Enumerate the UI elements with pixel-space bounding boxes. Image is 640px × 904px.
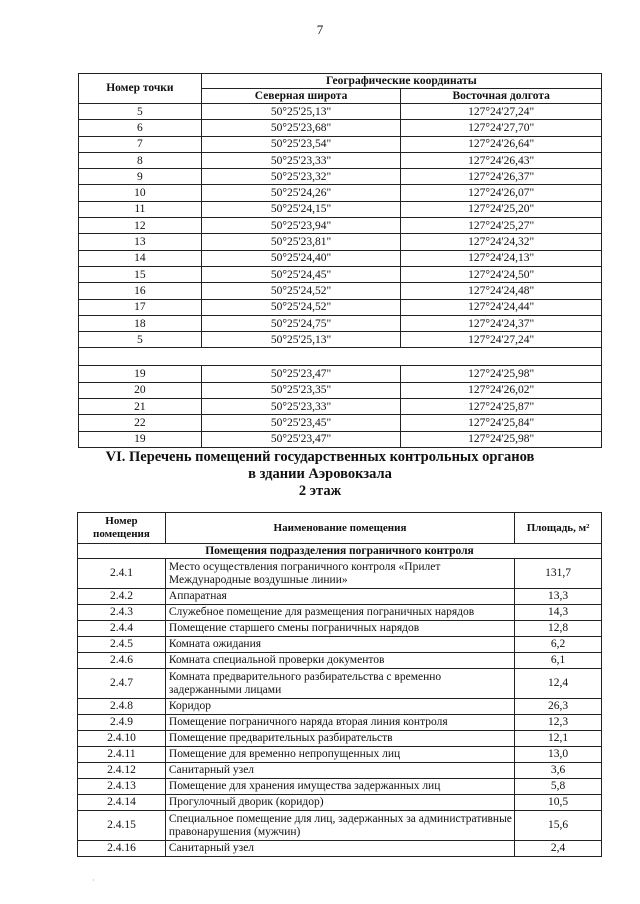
longitude-cell: 127°24'25,27" — [401, 218, 602, 234]
room-name-cell: Служебное помещение для размещения пограничных нарядов — [165, 605, 514, 621]
table-row — [78, 699, 602, 715]
table-row — [79, 136, 602, 152]
table-row — [79, 201, 602, 217]
col-header-lon: Восточная долгота — [401, 89, 602, 104]
longitude-cell: 127°24'27,24" — [401, 104, 602, 120]
room-area-cell: 14,3 — [515, 605, 602, 621]
room-number-cell: 2.4.1 — [78, 559, 166, 589]
room-area-cell: 13,0 — [515, 747, 602, 763]
table-row — [78, 779, 602, 795]
point-number-cell: 5 — [79, 332, 202, 348]
longitude-cell: 127°24'26,43" — [401, 152, 602, 168]
table-row — [79, 382, 602, 398]
page-number: 7 — [316, 22, 324, 37]
table-row — [78, 559, 602, 589]
latitude-cell: 50°25'23,54" — [201, 136, 401, 152]
rooms-table — [77, 512, 602, 857]
coordinates-table — [78, 73, 602, 448]
room-name-cell: Помещение старшего смены пограничных нарядов — [165, 621, 514, 637]
room-name-cell: Комната ожидания — [165, 637, 514, 653]
section-title — [0, 449, 640, 500]
longitude-cell: 127°24'24,32" — [401, 234, 602, 250]
longitude-cell: 127°24'25,84" — [401, 415, 602, 431]
room-area-cell: 6,2 — [515, 637, 602, 653]
table-row — [79, 250, 602, 266]
section-title-line: 2 этаж — [298, 483, 342, 499]
room-number-cell: 2.4.6 — [78, 653, 166, 669]
point-number-cell: 7 — [79, 136, 202, 152]
point-number-cell: 18 — [79, 315, 202, 331]
room-number-cell: 2.4.4 — [78, 621, 166, 637]
table-row — [78, 731, 602, 747]
latitude-cell: 50°25'24,40" — [201, 250, 401, 266]
table-row — [78, 747, 602, 763]
table-row — [79, 283, 602, 299]
room-number-cell: 2.4.5 — [78, 637, 166, 653]
longitude-cell: 127°24'25,98" — [401, 366, 602, 382]
longitude-cell: 127°24'24,13" — [401, 250, 602, 266]
room-area-cell: 5,8 — [515, 779, 602, 795]
table-row — [79, 366, 602, 382]
room-number-cell: 2.4.15 — [78, 811, 166, 841]
table-row — [78, 811, 602, 841]
room-area-cell: 2,4 — [515, 841, 602, 857]
col-header-point: Номер точки — [79, 74, 202, 104]
table-row — [78, 589, 602, 605]
room-number-cell: 2.4.12 — [78, 763, 166, 779]
section-title-line: VI. Перечень помещений государственных контрольных органов — [105, 449, 535, 465]
col-header-area: Площадь, м² — [515, 513, 602, 544]
room-area-cell: 12,8 — [515, 621, 602, 637]
table-gap-row — [79, 348, 602, 366]
point-number-cell: 5 — [79, 104, 202, 120]
room-name-cell: Санитарный узел — [165, 841, 514, 857]
point-number-cell: 20 — [79, 382, 202, 398]
room-name-cell: Помещение для хранения имущества задержанных лиц — [165, 779, 514, 795]
longitude-cell: 127°24'27,24" — [401, 332, 602, 348]
room-name-cell: Место осуществления пограничного контроля «Прилет Международные воздушные линии» — [165, 559, 514, 589]
table-row — [79, 431, 602, 447]
table-row — [78, 621, 602, 637]
point-number-cell: 17 — [79, 299, 202, 315]
room-name-cell: Специальное помещение для лиц, задержанных за административные правонарушения (мужчин) — [165, 811, 514, 841]
col-header-lat: Северная широта — [201, 89, 401, 104]
table-row — [79, 315, 602, 331]
latitude-cell: 50°25'24,75" — [201, 315, 401, 331]
latitude-cell: 50°25'23,33" — [201, 399, 401, 415]
room-name-cell: Прогулочный дворик (коридор) — [165, 795, 514, 811]
table-row — [79, 218, 602, 234]
table-row — [79, 152, 602, 168]
table-row — [79, 332, 602, 348]
room-area-cell: 15,6 — [515, 811, 602, 841]
room-area-cell: 10,5 — [515, 795, 602, 811]
col-header-geo: Географические координаты — [201, 74, 601, 89]
room-number-cell: 2.4.3 — [78, 605, 166, 621]
table-row — [79, 169, 602, 185]
table-row — [79, 299, 602, 315]
scan-speck: · — [92, 876, 95, 885]
room-name-cell: Санитарный узел — [165, 763, 514, 779]
latitude-cell: 50°25'23,81" — [201, 234, 401, 250]
room-name-cell: Аппаратная — [165, 589, 514, 605]
latitude-cell: 50°25'23,32" — [201, 169, 401, 185]
latitude-cell: 50°25'23,33" — [201, 152, 401, 168]
room-number-cell: 2.4.16 — [78, 841, 166, 857]
room-number-cell: 2.4.8 — [78, 699, 166, 715]
point-number-cell: 10 — [79, 185, 202, 201]
table-row — [79, 266, 602, 282]
point-number-cell: 16 — [79, 283, 202, 299]
point-number-cell: 21 — [79, 399, 202, 415]
group-header: Помещения подразделения пограничного контроля — [78, 544, 602, 559]
point-number-cell: 8 — [79, 152, 202, 168]
table-row — [78, 841, 602, 857]
table-row — [78, 715, 602, 731]
longitude-cell: 127°24'24,44" — [401, 299, 602, 315]
longitude-cell: 127°24'26,64" — [401, 136, 602, 152]
room-name-cell: Помещение для временно непропущенных лиц — [165, 747, 514, 763]
room-number-cell: 2.4.13 — [78, 779, 166, 795]
latitude-cell: 50°25'23,68" — [201, 120, 401, 136]
latitude-cell: 50°25'24,45" — [201, 266, 401, 282]
room-name-cell: Коридор — [165, 699, 514, 715]
longitude-cell: 127°24'24,48" — [401, 283, 602, 299]
latitude-cell: 50°25'23,47" — [201, 366, 401, 382]
col-header-room-name: Наименование помещения — [165, 513, 514, 544]
longitude-cell: 127°24'25,20" — [401, 201, 602, 217]
latitude-cell: 50°25'24,15" — [201, 201, 401, 217]
room-area-cell: 6,1 — [515, 653, 602, 669]
longitude-cell: 127°24'26,02" — [401, 382, 602, 398]
latitude-cell: 50°25'24,52" — [201, 299, 401, 315]
room-area-cell: 12,1 — [515, 731, 602, 747]
room-area-cell: 13,3 — [515, 589, 602, 605]
room-area-cell: 12,3 — [515, 715, 602, 731]
room-name-cell: Комната специальной проверки документов — [165, 653, 514, 669]
table-row — [78, 795, 602, 811]
room-area-cell: 3,6 — [515, 763, 602, 779]
table-row — [79, 399, 602, 415]
point-number-cell: 9 — [79, 169, 202, 185]
table-row — [78, 669, 602, 699]
table-row — [78, 605, 602, 621]
room-number-cell: 2.4.7 — [78, 669, 166, 699]
room-number-cell: 2.4.9 — [78, 715, 166, 731]
latitude-cell: 50°25'25,13" — [201, 104, 401, 120]
point-number-cell: 11 — [79, 201, 202, 217]
room-area-cell: 12,4 — [515, 669, 602, 699]
point-number-cell: 19 — [79, 431, 202, 447]
longitude-cell: 127°24'25,98" — [401, 431, 602, 447]
table-row — [79, 120, 602, 136]
longitude-cell: 127°24'25,87" — [401, 399, 602, 415]
point-number-cell: 22 — [79, 415, 202, 431]
longitude-cell: 127°24'24,37" — [401, 315, 602, 331]
latitude-cell: 50°25'23,35" — [201, 382, 401, 398]
room-name-cell: Помещение предварительных разбирательств — [165, 731, 514, 747]
table-row — [78, 637, 602, 653]
latitude-cell: 50°25'24,26" — [201, 185, 401, 201]
point-number-cell: 6 — [79, 120, 202, 136]
longitude-cell: 127°24'27,70" — [401, 120, 602, 136]
col-header-room-number: Номер помещения — [78, 513, 166, 544]
latitude-cell: 50°25'23,94" — [201, 218, 401, 234]
point-number-cell: 14 — [79, 250, 202, 266]
table-row — [79, 415, 602, 431]
section-title-line: в здании Аэровокзала — [248, 466, 392, 482]
latitude-cell: 50°25'24,52" — [201, 283, 401, 299]
latitude-cell: 50°25'23,47" — [201, 431, 401, 447]
point-number-cell: 19 — [79, 366, 202, 382]
room-number-cell: 2.4.2 — [78, 589, 166, 605]
longitude-cell: 127°24'24,50" — [401, 266, 602, 282]
point-number-cell: 12 — [79, 218, 202, 234]
table-row — [78, 763, 602, 779]
latitude-cell: 50°25'23,45" — [201, 415, 401, 431]
room-area-cell: 26,3 — [515, 699, 602, 715]
longitude-cell: 127°24'26,07" — [401, 185, 602, 201]
room-number-cell: 2.4.10 — [78, 731, 166, 747]
room-area-cell: 131,7 — [515, 559, 602, 589]
table-row — [79, 185, 602, 201]
room-number-cell: 2.4.14 — [78, 795, 166, 811]
latitude-cell: 50°25'25,13" — [201, 332, 401, 348]
room-number-cell: 2.4.11 — [78, 747, 166, 763]
room-name-cell: Комната предварительного разбирательства с временно задержанными лицами — [165, 669, 514, 699]
table-row — [78, 653, 602, 669]
table-row — [79, 234, 602, 250]
longitude-cell: 127°24'26,37" — [401, 169, 602, 185]
room-name-cell: Помещение пограничного наряда вторая линия контроля — [165, 715, 514, 731]
table-row — [79, 104, 602, 120]
point-number-cell: 15 — [79, 266, 202, 282]
point-number-cell: 13 — [79, 234, 202, 250]
